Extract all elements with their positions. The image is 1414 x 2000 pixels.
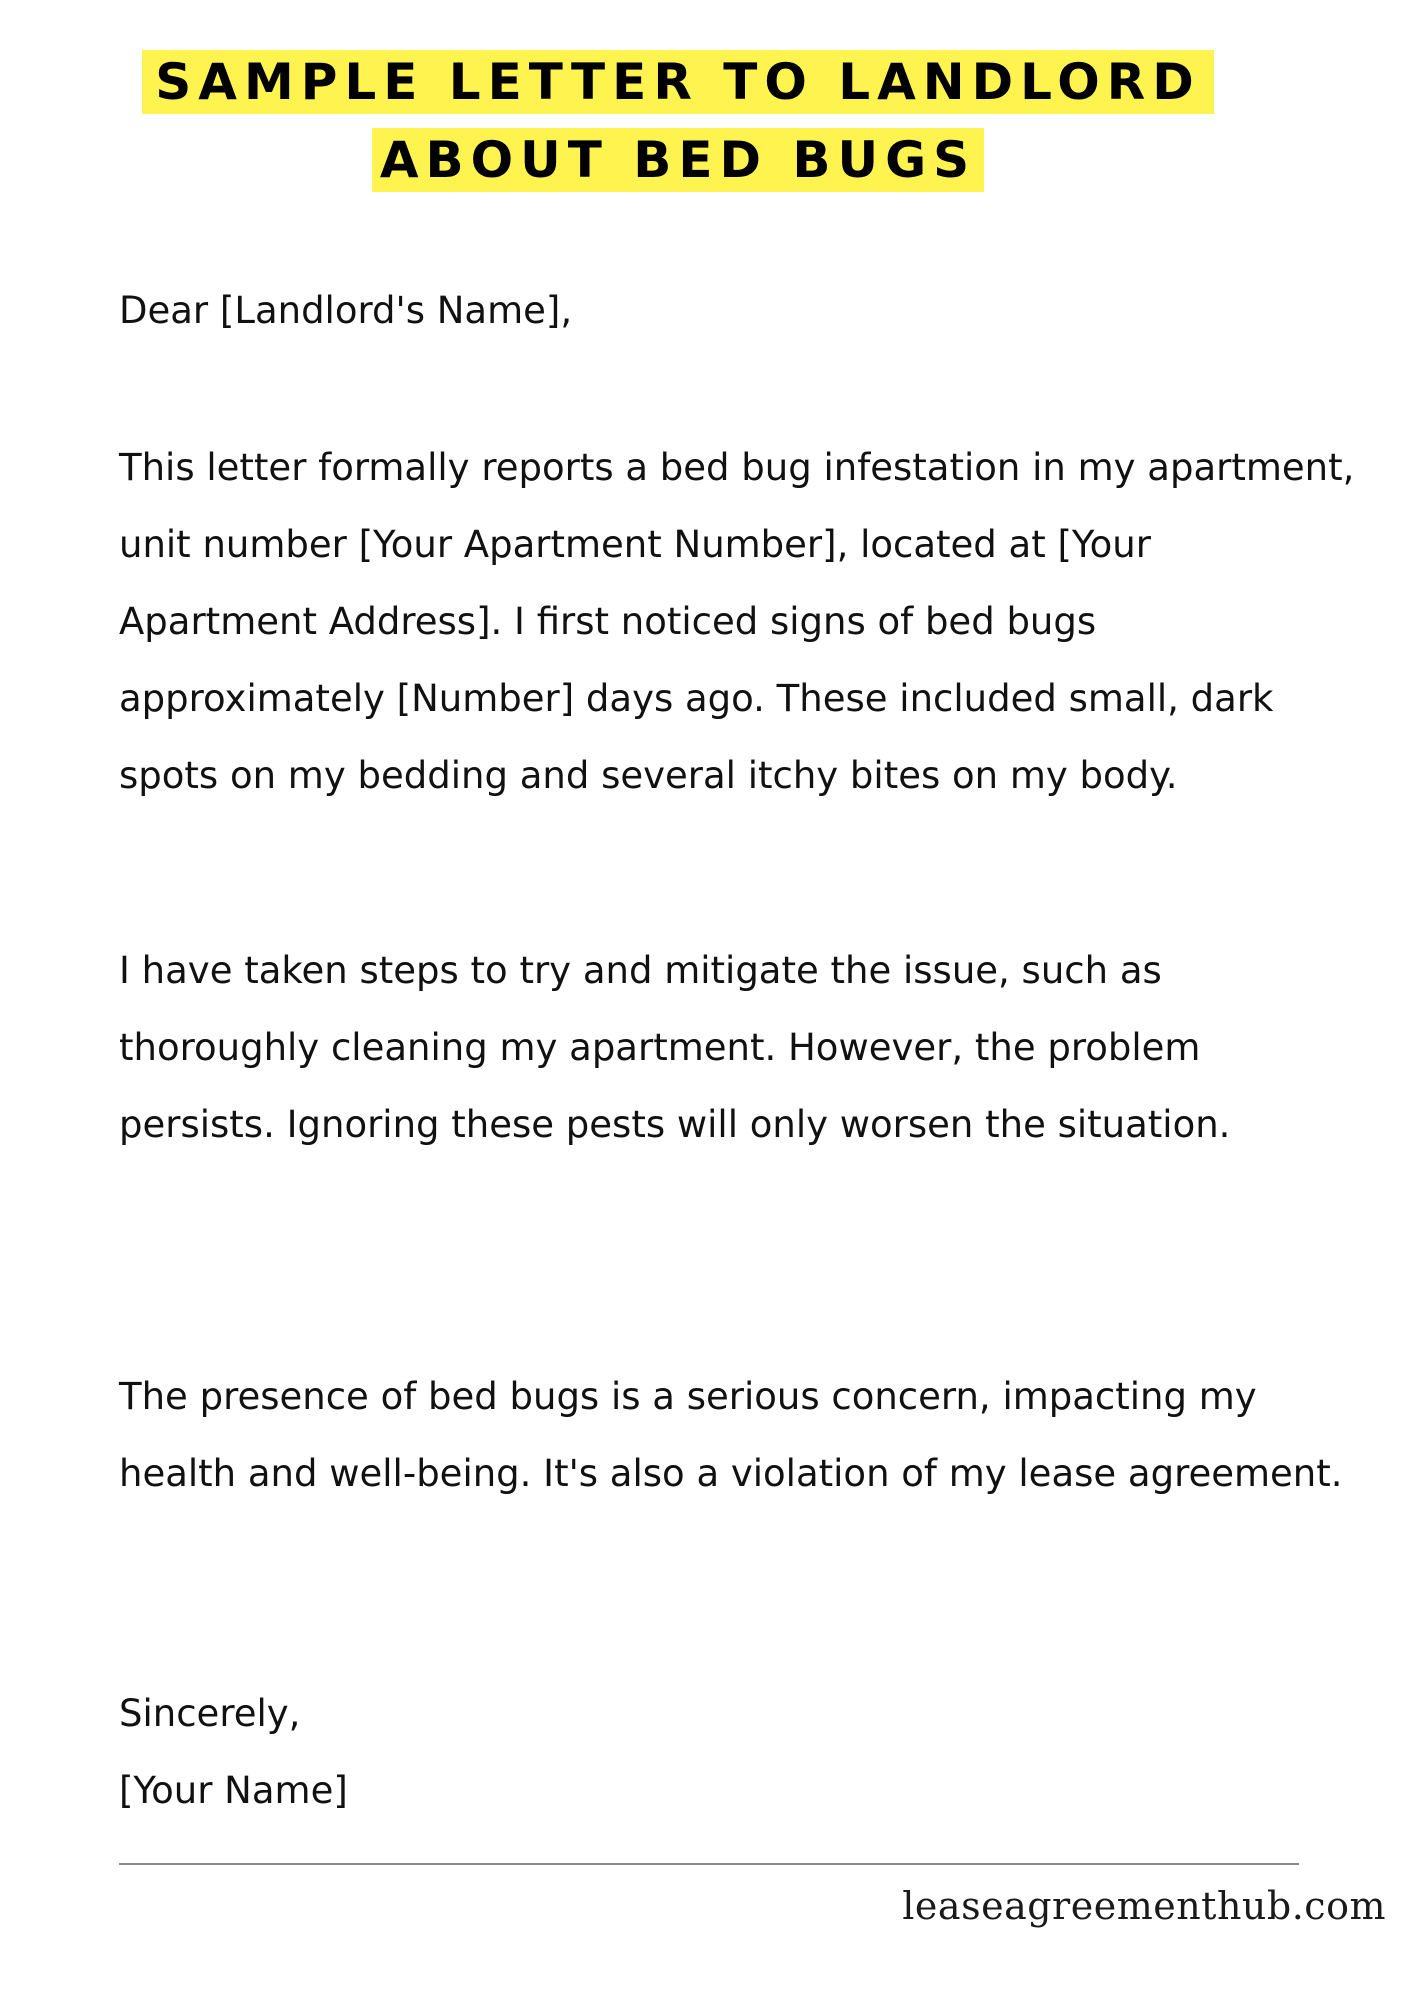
title-line-1: SAMPLE LETTER TO LANDLORD: [142, 50, 1214, 114]
letter-paragraph-1: This letter formally reports a bed bug infestation in my apartment, unit number [Your Apartment Number], located at [Your Apartment Address]. I first noticed signs of bed bugs approximately [Number] days ago. These included small, dark spots on my bedding and several itchy bites on my body.: [119, 446, 1355, 797]
signature-placeholder: [Your Name]: [119, 1769, 348, 1812]
footer-divider: [119, 1863, 1299, 1865]
footer-website: leaseagreementhub.com: [902, 1884, 1386, 1928]
letter-paragraph-3: The presence of bed bugs is a serious concern, impacting my health and well-being. It's also a violation of my lease agreement.: [119, 1375, 1343, 1495]
salutation: Dear [Landlord's Name],: [119, 289, 573, 332]
closing-text: Sincerely,: [119, 1692, 301, 1735]
title-line-2: ABOUT BED BUGS: [372, 128, 984, 192]
letter-paragraph-2: I have taken steps to try and mitigate the issue, such as thoroughly cleaning my apartment. However, the problem persists. Ignoring these pests will only worsen the situation.: [119, 949, 1231, 1146]
closing-block: [119, 1675, 1359, 1829]
